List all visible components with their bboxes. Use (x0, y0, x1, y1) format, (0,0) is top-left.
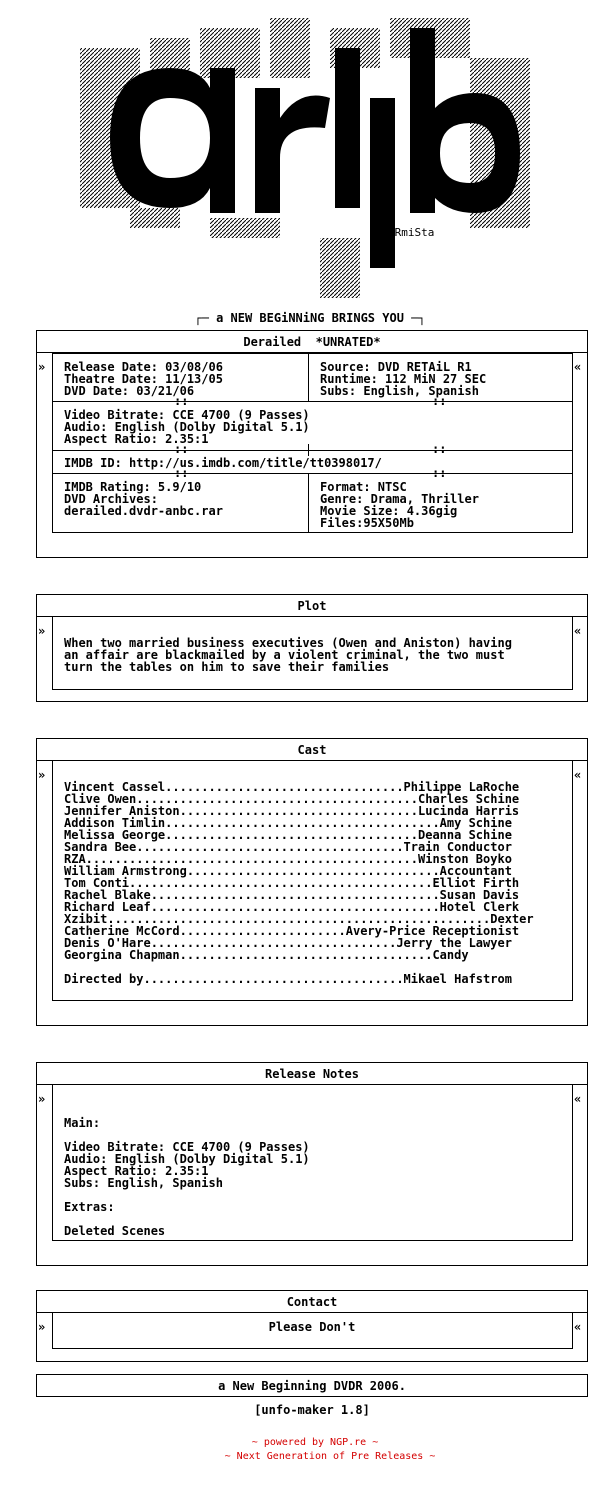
info-right-mark: « (574, 360, 582, 374)
footer-maker: [unfo-maker 1.8] (254, 1403, 370, 1417)
dvd-archives: DVD Archives: (64, 492, 158, 506)
footer-powered: ~ powered by NGP.re ~ (251, 1437, 379, 1448)
cast-row: Sandra Bee.....................................Train Conductor (64, 840, 512, 854)
imdb-rating: IMDB Rating: 5.9/10 (64, 480, 202, 494)
dvd-date: DVD Date: 03/21/06 (64, 384, 195, 398)
plot-right-mark: « (574, 624, 582, 638)
info-title: Derailed *UNRATED* (243, 335, 381, 349)
sep: :: (174, 466, 189, 480)
sep: :: (432, 466, 447, 480)
files: Files:95X50Mb (320, 516, 414, 530)
cast-row: Rachel Blake........................................Susan Davis (64, 888, 520, 902)
plot-left-mark: » (38, 624, 46, 638)
sep: :: (432, 442, 447, 456)
contact-right-mark: « (574, 1320, 582, 1334)
runtime: Runtime: 112 MiN 27 SEC (320, 372, 487, 386)
contact-left-mark: » (38, 1320, 46, 1334)
info-left-mark: » (38, 360, 46, 374)
cast-row: Tom Conti..........................................Elliot Firth (64, 876, 520, 890)
director-row: Directed by....................................Mikael Hafstrom (64, 972, 512, 986)
plot-line: When two married business executives (Owen and Aniston) having (64, 636, 512, 650)
logo-signature: mRmiSta (388, 226, 435, 239)
sep: :: (174, 442, 189, 456)
footer-group: a New Beginning DVDR 2006. (218, 1379, 406, 1393)
genre: Genre: Drama, Thriller (320, 492, 479, 506)
sep: :: (432, 394, 447, 408)
notes-right-mark: « (574, 1092, 582, 1106)
cast-row: Addison Timlin......................................Amy Schine (64, 816, 512, 830)
logo-ascii-art (70, 8, 550, 308)
notes-line: Subs: English, Spanish (64, 1176, 223, 1190)
imdb-id: IMDB ID: http://us.imdb.com/title/tt0398017/ (64, 456, 382, 470)
subs: Subs: English, Spanish (320, 384, 479, 398)
tagline: ┌─ a NEW BEGiNNiNG BRINGS YOU ─┐ (194, 311, 426, 325)
notes-left-mark: » (38, 1092, 46, 1106)
video-bitrate: Video Bitrate: CCE 4700 (9 Passes) (64, 408, 310, 422)
source: Source: DVD RETAiL R1 (320, 360, 472, 374)
cast-row: Xzibit.....................................................Dexter (64, 912, 534, 926)
notes-main-label: Main: (64, 1116, 101, 1130)
notes-title: Release Notes (265, 1067, 359, 1081)
movie-size: Movie Size: 4.36gig (320, 504, 458, 518)
plot-title: Plot (297, 599, 327, 613)
notes-line: Audio: English (Dolby Digital 5.1) (64, 1152, 310, 1166)
cast-row: Clive Owen.......................................Charles Schine (64, 792, 520, 806)
notes-extras-label: Extras: (64, 1200, 115, 1214)
cast-row: Georgina Chapman...................................Candy (64, 948, 469, 962)
cast-row: William Armstrong...................................Accountant (64, 864, 512, 878)
audio: Audio: English (Dolby Digital 5.1) (64, 420, 310, 434)
notes-line: Aspect Ratio: 2.35:1 (64, 1164, 209, 1178)
cast-row: Catherine McCord.......................Avery-Price Receptionist (64, 924, 520, 938)
footer-tagline: ~ Next Generation of Pre Releases ~ (224, 1451, 436, 1462)
notes-line: Video Bitrate: CCE 4700 (9 Passes) (64, 1140, 310, 1154)
cast-row: Richard Leaf........................................Hotel Clerk (64, 900, 520, 914)
release-date: Release Date: 03/08/06 (64, 360, 223, 374)
sep: :: (174, 394, 189, 408)
archive-file: derailed.dvdr-anbc.rar (64, 504, 223, 518)
theatre-date: Theatre Date: 11/13/05 (64, 372, 223, 386)
plot-line: turn the tables on him to save their families (64, 660, 390, 674)
contact-text: Please Don't (268, 1320, 356, 1334)
notes-extras: Deleted Scenes (64, 1224, 166, 1238)
cast-row: Denis O'Hare..................................Jerry the Lawyer (64, 936, 512, 950)
cast-row: Melissa George...................................Deanna Schine (64, 828, 512, 842)
cast-right-mark: « (574, 768, 582, 782)
contact-title: Contact (286, 1295, 338, 1309)
cast-left-mark: » (38, 768, 46, 782)
cast-row: Jennifer Aniston.................................Lucinda Harris (64, 804, 520, 818)
format: Format: NTSC (320, 480, 407, 494)
aspect-ratio: Aspect Ratio: 2.35:1 (64, 432, 209, 446)
plot-line: an affair are blackmailed by a violent criminal, the two must (64, 648, 505, 662)
cast-row: Vincent Cassel.................................Philippe LaRoche (64, 780, 520, 794)
cast-title: Cast (297, 743, 327, 757)
cast-row: RZA..............................................Winston Boyko (64, 852, 512, 866)
